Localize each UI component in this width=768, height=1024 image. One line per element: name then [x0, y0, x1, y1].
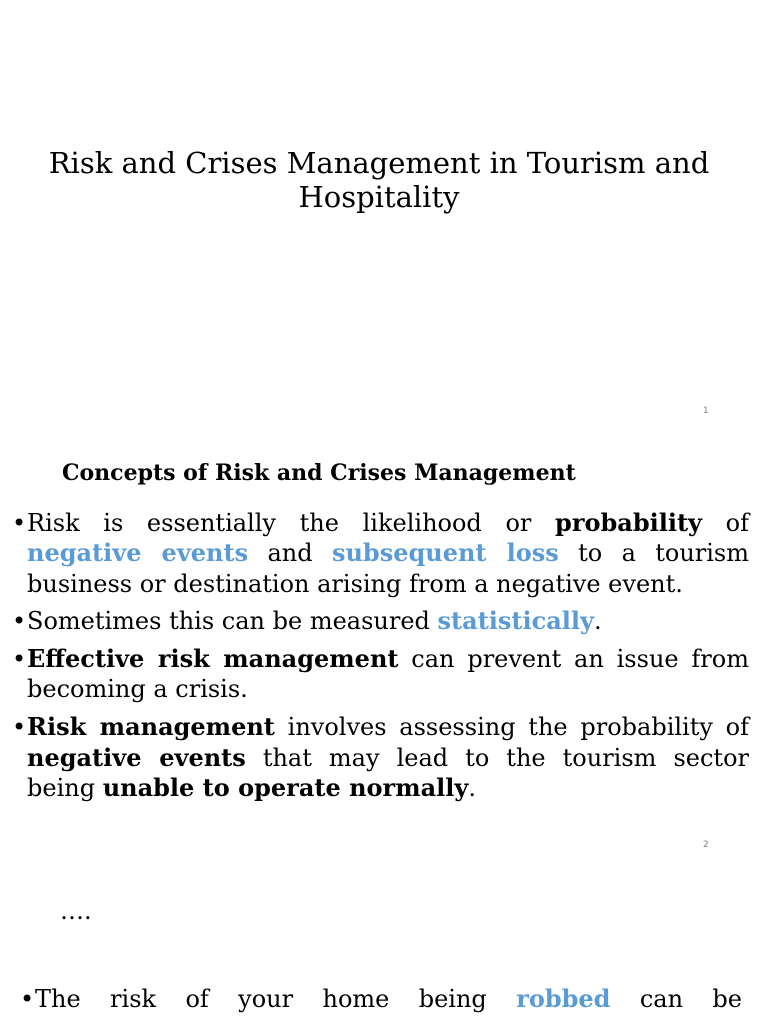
text: of — [701, 509, 749, 537]
text: can be — [610, 985, 742, 1013]
bold-term: Risk management — [27, 712, 275, 742]
text: can prevent an issue from becoming a crisis. — [27, 645, 749, 704]
highlight-term: negative events — [27, 538, 249, 568]
text: . — [593, 607, 602, 636]
text: to a tourism business or destination arising from a negative event. — [27, 539, 750, 598]
bold-term: Effective risk management — [27, 644, 399, 674]
bullet-item — [12, 606, 749, 636]
bullet-item — [12, 712, 749, 803]
bullet-item — [12, 644, 749, 705]
bold-term: unable to operate normally — [102, 772, 469, 802]
text: The risk of your home being — [35, 985, 517, 1013]
text: Risk is essentially the likelihood or — [27, 509, 556, 537]
bullet-item — [12, 508, 749, 599]
bullet-list — [12, 508, 749, 811]
highlight-term: statistically — [437, 606, 594, 636]
bold-term: probability — [555, 508, 702, 537]
text: that may lead to the tourism sector being — [27, 743, 749, 802]
text: Sometimes this can be measured — [27, 607, 438, 636]
text: . — [468, 773, 476, 802]
text: involves assessing the probability of — [274, 713, 750, 742]
slide2-heading: Concepts of Risk and Crises Management — [62, 460, 576, 486]
highlight-term: subsequent loss — [331, 538, 559, 568]
page-number: 1 — [703, 406, 709, 416]
slide1-title — [0, 146, 758, 214]
bullet-item — [20, 984, 742, 1014]
slide3-title: …. — [60, 897, 92, 925]
highlight-term: robbed — [516, 984, 611, 1013]
slide3-bullet-list — [20, 984, 742, 1022]
text: and — [248, 539, 332, 568]
page-number: 2 — [703, 840, 709, 850]
bold-term: negative events — [27, 742, 246, 772]
slide1-title-line1: Risk and Crises Management in Tourism and — [48, 146, 710, 180]
slide1-title-line2: Hospitality — [298, 180, 460, 214]
